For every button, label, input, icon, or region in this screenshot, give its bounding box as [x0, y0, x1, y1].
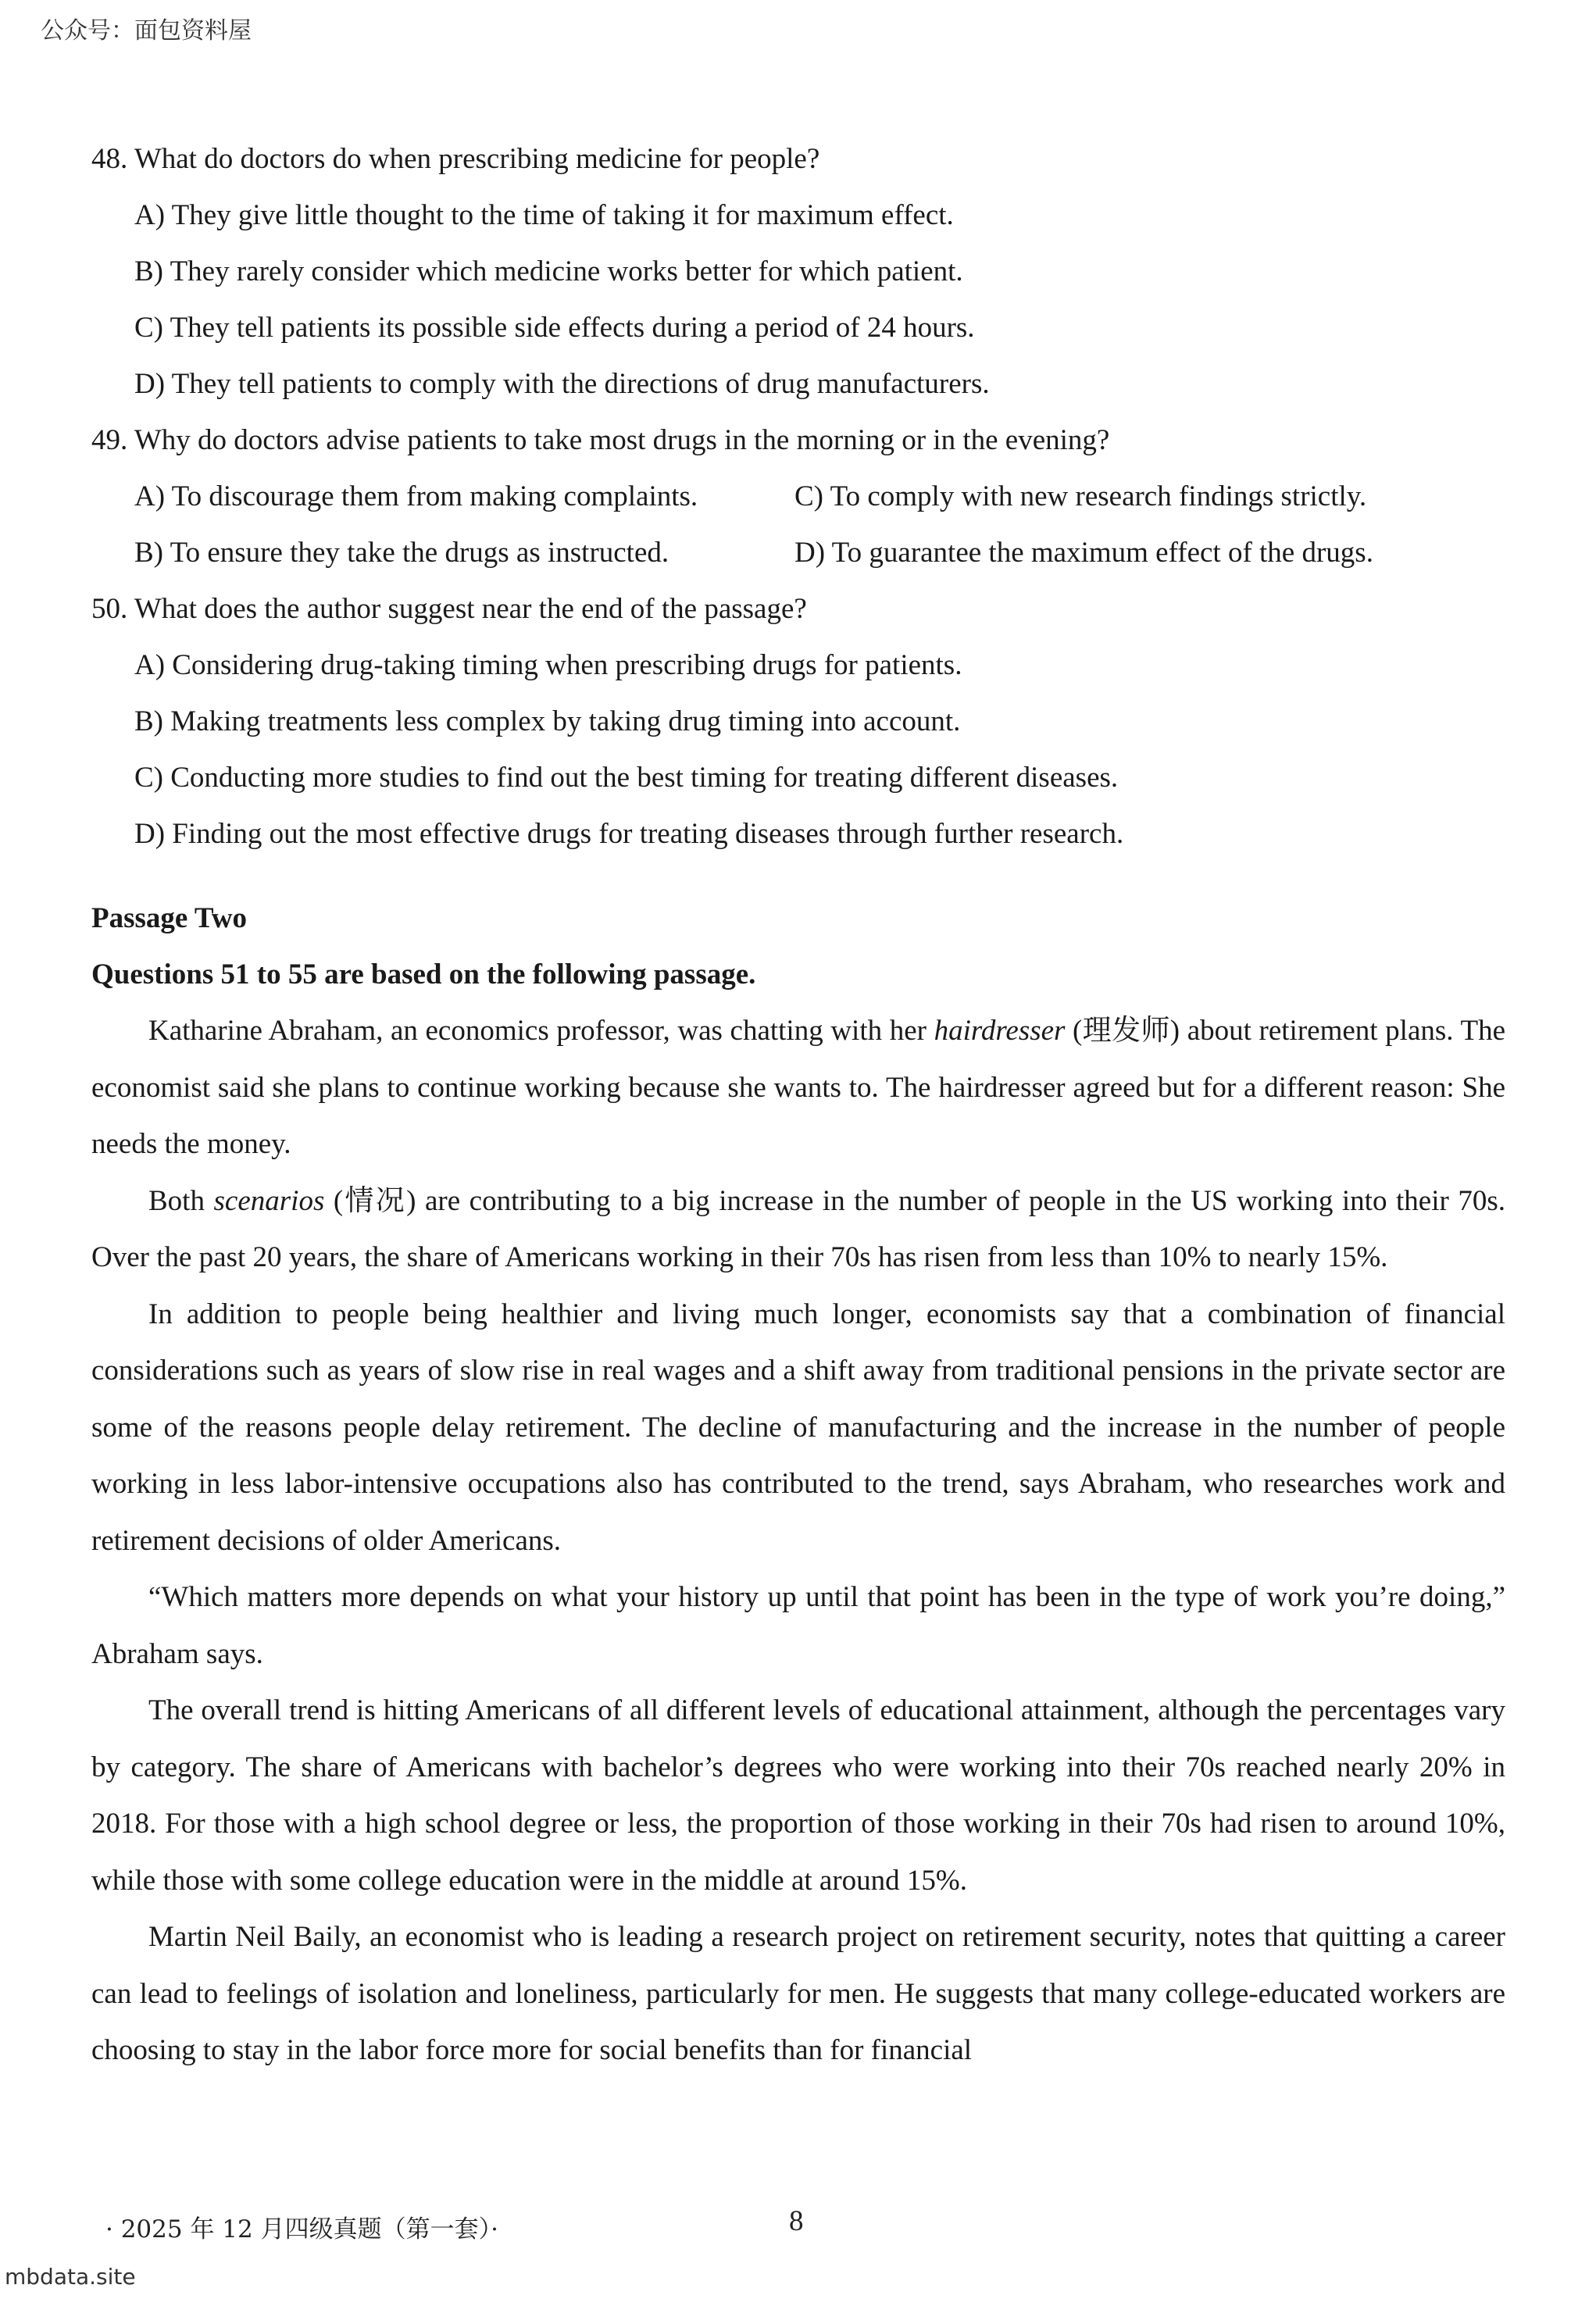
option-c: C) They tell patients its possible side effects during a period of 24 hours.	[134, 312, 975, 344]
passage-subtitle: Questions 51 to 55 are based on the following passage.	[91, 958, 756, 991]
paragraph-text: Katharine Abraham, an economics professor, was chatting with her	[148, 1015, 934, 1047]
paragraph-text: (理发师) about retirement plans. The economist said she plans to continue working because she wants to. The hairdresser agreed but for a different reason: She needs the money.	[91, 1015, 1505, 1160]
question-49	[91, 412, 1505, 581]
option-d: D) To guarantee the maximum effect of the drugs.	[794, 537, 1373, 569]
paragraph-6: Martin Neil Baily, an economist who is leading a research project on retirement security, notes that quitting a career can lead to feelings of isolation and loneliness, particularly for men. He suggests that many college-educated workers are choosing to stay in the labor force more for social benefits than for financial	[91, 1921, 1505, 2066]
footer-exam-label: · 2025 年 12 月四级真题（第一套）·	[105, 2215, 498, 2244]
question-stem: 50. What does the author suggest near the end of the passage?	[91, 593, 807, 625]
content	[91, 131, 1505, 2079]
options-grid	[91, 469, 1505, 581]
paragraph-1	[91, 1003, 1505, 1173]
option-d: D) They tell patients to comply with the directions of drug manufacturers.	[134, 368, 990, 400]
option-b: B) To ensure they take the drugs as instructed.	[134, 537, 669, 569]
paragraph-2	[91, 1173, 1505, 1287]
question-50	[91, 581, 1505, 862]
option-a: A) They give little thought to the time of taking it for maximum effect.	[134, 199, 954, 231]
paragraph-5: The overall trend is hitting Americans of all different levels of educational attainment, although the percentages vary by category. The share of Americans with bachelor’s degrees who were working into their 70s reached nearly 20% in 2018. For those with a high school degree or less, the proportion of those working in their 70s had risen to around 10%, while those with some college education were in the middle at around 15%.	[91, 1694, 1505, 1897]
paragraph-text: (情况) are contributing to a big increase in the number of people in the US working into their 70s. Over the past 20 years, the share of Americans working in their 70s has risen from less than 10% to nearly 15%.	[91, 1184, 1505, 1273]
paragraph-text: Both	[148, 1184, 214, 1217]
question-stem: 49. Why do doctors advise patients to take most drugs in the morning or in the evening?	[91, 424, 1110, 456]
option-d: D) Finding out the most effective drugs for treating diseases through further research.	[134, 818, 1124, 850]
bottom-watermark: mbdata.site	[5, 2264, 136, 2290]
option-c: C) Conducting more studies to find out the best timing for treating different diseases.	[134, 762, 1119, 794]
passage-title: Passage Two	[91, 902, 248, 934]
question-stem: 48. What do doctors do when prescribing medicine for people?	[91, 143, 820, 175]
option-b: B) They rarely consider which medicine works better for which patient.	[134, 255, 963, 287]
page-number: 8	[789, 2205, 804, 2237]
paragraph-4: “Which matters more depends on what your history up until that point has been in the type of work you’re doing,” Abraham says.	[91, 1581, 1505, 1670]
option-a: A) Considering drug-taking timing when prescribing drugs for patients.	[134, 649, 962, 681]
glossed-term: scenarios	[213, 1184, 325, 1217]
glossed-term: hairdresser	[934, 1015, 1066, 1047]
option-a: A) To discourage them from making complaints.	[134, 480, 698, 512]
paragraph-3: In addition to people being healthier and living much longer, economists say that a combination of financial considerations such as years of slow rise in real wages and a shift away from traditional pensions in the private sector are some of the reasons people delay retirement. The decline of manufacturing and the increase in the number of people working in less labor-intensive occupations also has contributed to the trend, says Abraham, who researches work and retirement decisions of older Americans.	[91, 1298, 1505, 1557]
option-c: C) To comply with new research findings strictly.	[794, 480, 1367, 512]
top-watermark: 公众号：面包资料屋	[41, 17, 252, 45]
option-b: B) Making treatments less complex by taking drug timing into account.	[134, 705, 961, 737]
question-48	[91, 131, 1505, 412]
